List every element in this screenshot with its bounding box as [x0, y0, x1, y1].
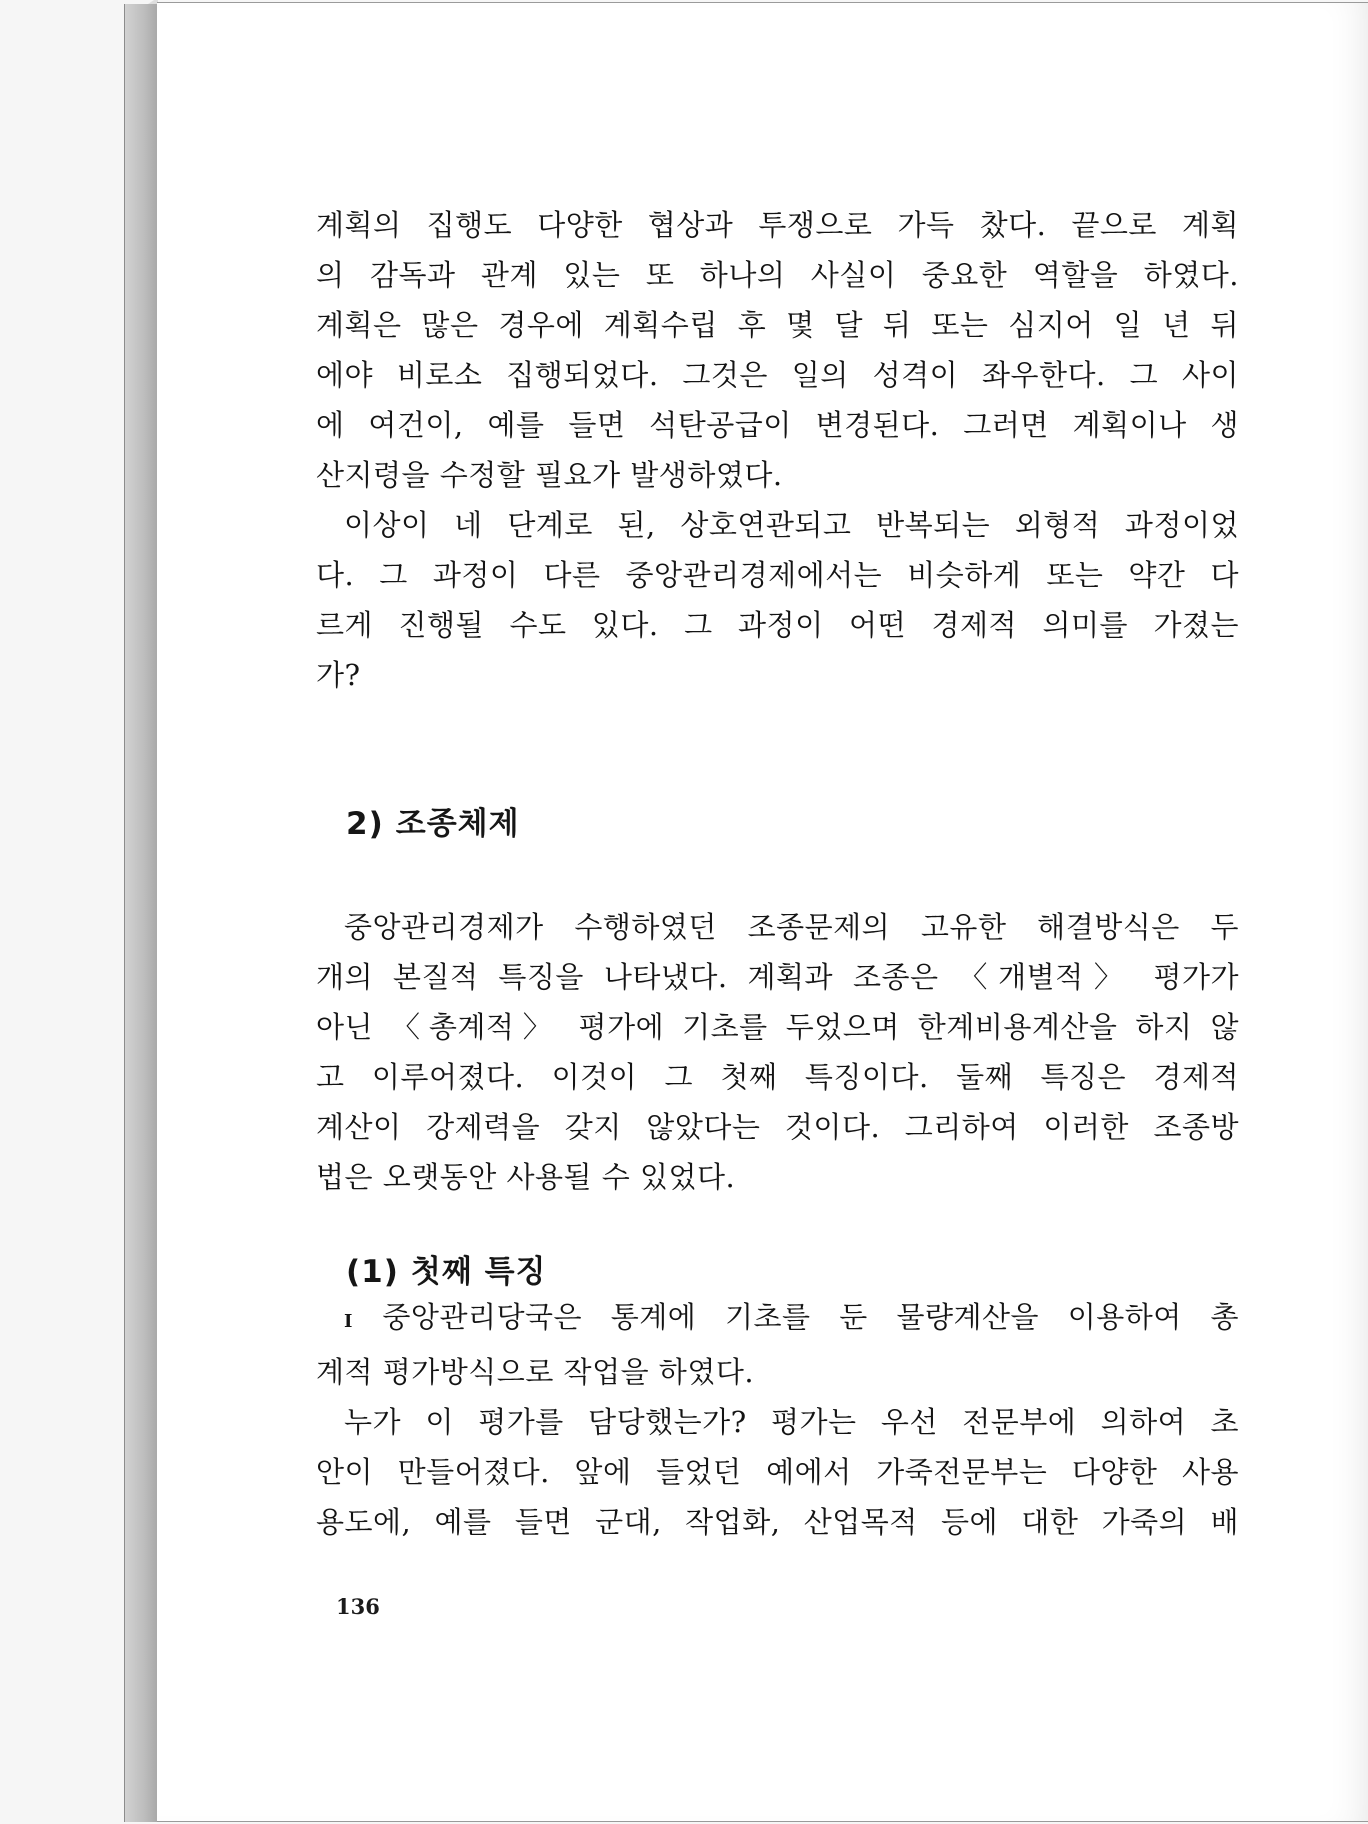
text-line: 고 이루어졌다. 이것이 그 첫째 특징이다. 둘째 특징은 경제적	[316, 1060, 1239, 1094]
text-line: 계산이 강제력을 갖지 않았다는 것이다. 그리하여 이러한 조종방	[316, 1110, 1239, 1144]
text-line: 계획은 많은 경우에 계획수립 후 몇 달 뒤 또는 심지어 일 년 뒤	[316, 308, 1239, 342]
text-line: 개의 본질적 특징을 나타냈다. 계획과 조종은 〈개별적〉 평가가	[316, 960, 1239, 994]
text-line: 누가 이 평가를 담당했는가? 평가는 우선 전문부에 의하여 초	[344, 1405, 1239, 1439]
text-line: 아닌 〈총계적〉 평가에 기초를 두었으며 한계비용계산을 하지 않	[316, 1010, 1239, 1044]
text-line: 의 감독과 관계 있는 또 하나의 사실이 중요한 역할을 하였다.	[316, 258, 1239, 292]
text-line: 안이 만들어졌다. 앞에 들었던 예에서 가죽전문부는 다양한 사용	[316, 1455, 1239, 1489]
roman-numeral-marker: I	[344, 1311, 353, 1332]
book-spine	[124, 4, 158, 1822]
text-line: 에 여건이, 예를 들면 석탄공급이 변경된다. 그러면 계획이나 생	[316, 408, 1239, 442]
section-heading	[316, 804, 1239, 844]
paragraph-planning-execution	[316, 200, 1239, 700]
paragraph-control-system	[316, 902, 1239, 1202]
text-line: 계획의 집행도 다양한 협상과 투쟁으로 가득 찼다. 끝으로 계획	[316, 208, 1239, 242]
text-line: 용도에, 예를 들면 군대, 작업화, 산업목적 등에 대한 가죽의 배	[316, 1505, 1239, 1539]
text-line: 법은 오랫동안 사용될 수 있었다.	[316, 1160, 736, 1194]
text-line: 중앙관리경제가 수행하였던 조종문제의 고유한 해결방식은 두	[344, 910, 1239, 944]
subsection-heading-number: (1)	[346, 1254, 399, 1290]
paragraph-first-feature	[316, 1292, 1239, 1547]
text-line: 계적 평가방식으로 작업을 하였다.	[316, 1355, 755, 1389]
subsection-heading	[316, 1252, 1239, 1292]
text-line: 르게 진행될 수도 있다. 그 과정이 어떤 경제적 의미를 가졌는	[316, 608, 1239, 642]
text-line: 산지령을 수정할 필요가 발생하였다.	[316, 458, 783, 492]
subsection-heading-title: 첫째 특징	[410, 1254, 547, 1290]
page-number: 136	[336, 1594, 380, 1619]
page-body	[316, 200, 1239, 1547]
section-heading-title: 조종체제	[395, 806, 520, 842]
text-line	[316, 1292, 1239, 1347]
text-line: 가?	[316, 658, 361, 692]
text-line-content: 중앙관리당국은 통계에 기초를 둔 물량계산을 이용하여 총	[382, 1300, 1239, 1334]
text-line: 다. 그 과정이 다른 중앙관리경제에서는 비슷하게 또는 약간 다	[316, 558, 1239, 592]
text-line: 에야 비로소 집행되었다. 그것은 일의 성격이 좌우한다. 그 사이	[316, 358, 1239, 392]
section-heading-number: 2)	[346, 806, 384, 842]
text-line: 이상이 네 단계로 된, 상호연관되고 반복되는 외형적 과정이었	[344, 508, 1239, 542]
